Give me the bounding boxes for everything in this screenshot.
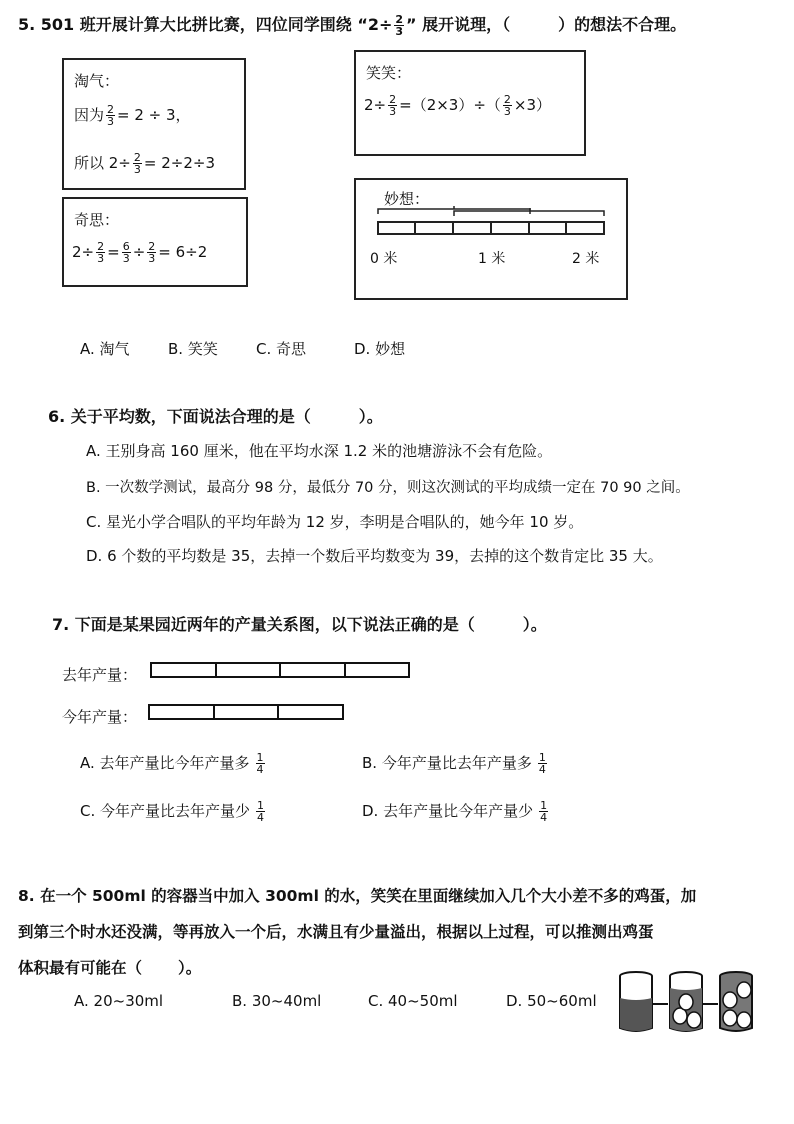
last-year-segment xyxy=(152,664,217,676)
qisi-box xyxy=(62,197,248,287)
last-year-segment xyxy=(346,664,409,676)
taoqi-box xyxy=(62,58,246,190)
number-line-diagram xyxy=(376,204,606,244)
qisi-name: 奇思： xyxy=(74,211,120,229)
mark-1m: 1 米 xyxy=(478,251,506,267)
this-year-label: 今年产量： xyxy=(62,708,138,726)
q8-line2: 到第三个时水还没满，等再放入一个后，水满且有少量溢出，根据以上过程，可以推测出鸡蛋 xyxy=(18,923,654,941)
miaoxiang-box xyxy=(354,178,628,300)
q5-option-a[interactable]: A. 淘气 xyxy=(80,340,130,358)
q6-option-d[interactable]: D. 6 个数的平均数是 35，去掉一个数后平均数变为 39，去掉的这个数肯定比 35 大。 xyxy=(86,547,663,565)
q6-option-c[interactable]: C. 星光小学合唱队的平均年龄为 12 岁，李明是合唱队的，她今年 10 岁。 xyxy=(86,513,584,531)
q8-option-c[interactable]: C. 40~50ml xyxy=(368,992,458,1010)
q5-option-c[interactable]: C. 奇思 xyxy=(256,340,307,358)
last-year-label: 去年产量： xyxy=(62,666,138,684)
q6-stem: 6. 关于平均数，下面说法合理的是（ ）。 xyxy=(48,407,383,426)
qisi-line1: 2÷ $\frac{2}{3}$ = $\frac{6}{3}$ ÷ $\frac{2}{3}$ = 6÷2 xyxy=(72,240,208,265)
xiaoxiao-box xyxy=(354,50,586,156)
this-year-segment xyxy=(279,706,342,718)
q5-stem: 5. 501 班开展计算大比拼比赛，四位同学围绕 “2÷ $\frac{2}{3}$ ” 展开说理，（ ）的想法不合理。 xyxy=(18,13,687,38)
xiaoxiao-line1: 2÷ $\frac{2}{3}$ =（2×3）÷（ $\frac{2}{3}$ ×3） xyxy=(364,93,552,118)
q8-line1: 8. 在一个 500ml 的容器当中加入 300ml 的水，笑笑在里面继续加入几个大小差不多的鸡蛋，加 xyxy=(18,887,697,905)
q8-line3: 体积最有可能在（ ）。 xyxy=(18,959,202,977)
this-year-segment xyxy=(150,706,215,718)
container-1 xyxy=(620,972,652,1031)
container-3 xyxy=(720,972,752,1031)
q7-stem: 7. 下面是某果园近两年的产量关系图，以下说法正确的是（ ）。 xyxy=(52,615,547,634)
q8-option-a[interactable]: A. 20~30ml xyxy=(74,992,164,1010)
taoqi-line2: 所以 2÷ $\frac{2}{3}$ = 2÷2÷3 xyxy=(74,151,215,176)
container-2 xyxy=(670,972,702,1031)
q7-option-a[interactable]: A. 去年产量比今年产量多 $\frac{1}{4}$ xyxy=(80,751,264,776)
q6-option-b[interactable]: B. 一次数学测试，最高分 98 分，最低分 70 分，则这次测试的平均成绩一定在 70 90 之间。 xyxy=(86,480,690,496)
q6-option-a[interactable]: A. 王别身高 160 厘米，他在平均水深 1.2 米的池塘游泳不会有危险。 xyxy=(86,442,553,460)
egg-containers-illustration xyxy=(606,968,766,1038)
stem-fraction: $\frac{2}{3}$ xyxy=(395,13,404,38)
taoqi-name: 淘气： xyxy=(74,72,120,90)
xiaoxiao-name: 笑笑： xyxy=(366,64,412,82)
q7-option-d[interactable]: D. 去年产量比今年产量少 $\frac{1}{4}$ xyxy=(362,799,548,824)
mark-0m: 0 米 xyxy=(370,251,398,267)
q7-option-b[interactable]: B. 今年产量比去年产量多 $\frac{1}{4}$ xyxy=(362,751,546,776)
miaoxiang-name: 妙想： xyxy=(384,190,430,208)
this-year-segment xyxy=(215,706,280,718)
taoqi-line1: 因为 $\frac{2}{3}$ = 2 ÷ 3， xyxy=(74,103,191,128)
q7-option-c[interactable]: C. 今年产量比去年产量少 $\frac{1}{4}$ xyxy=(80,799,265,824)
last-year-segment xyxy=(217,664,282,676)
q5-option-b[interactable]: B. 笑笑 xyxy=(168,340,218,358)
last-year-bar xyxy=(150,662,410,678)
q8-option-b[interactable]: B. 30~40ml xyxy=(232,992,322,1010)
q5-option-d[interactable]: D. 妙想 xyxy=(354,340,406,358)
mark-2m: 2 米 xyxy=(572,251,600,267)
this-year-bar xyxy=(148,704,344,720)
last-year-segment xyxy=(281,664,346,676)
q8-option-d[interactable]: D. 50~60ml xyxy=(506,992,597,1010)
